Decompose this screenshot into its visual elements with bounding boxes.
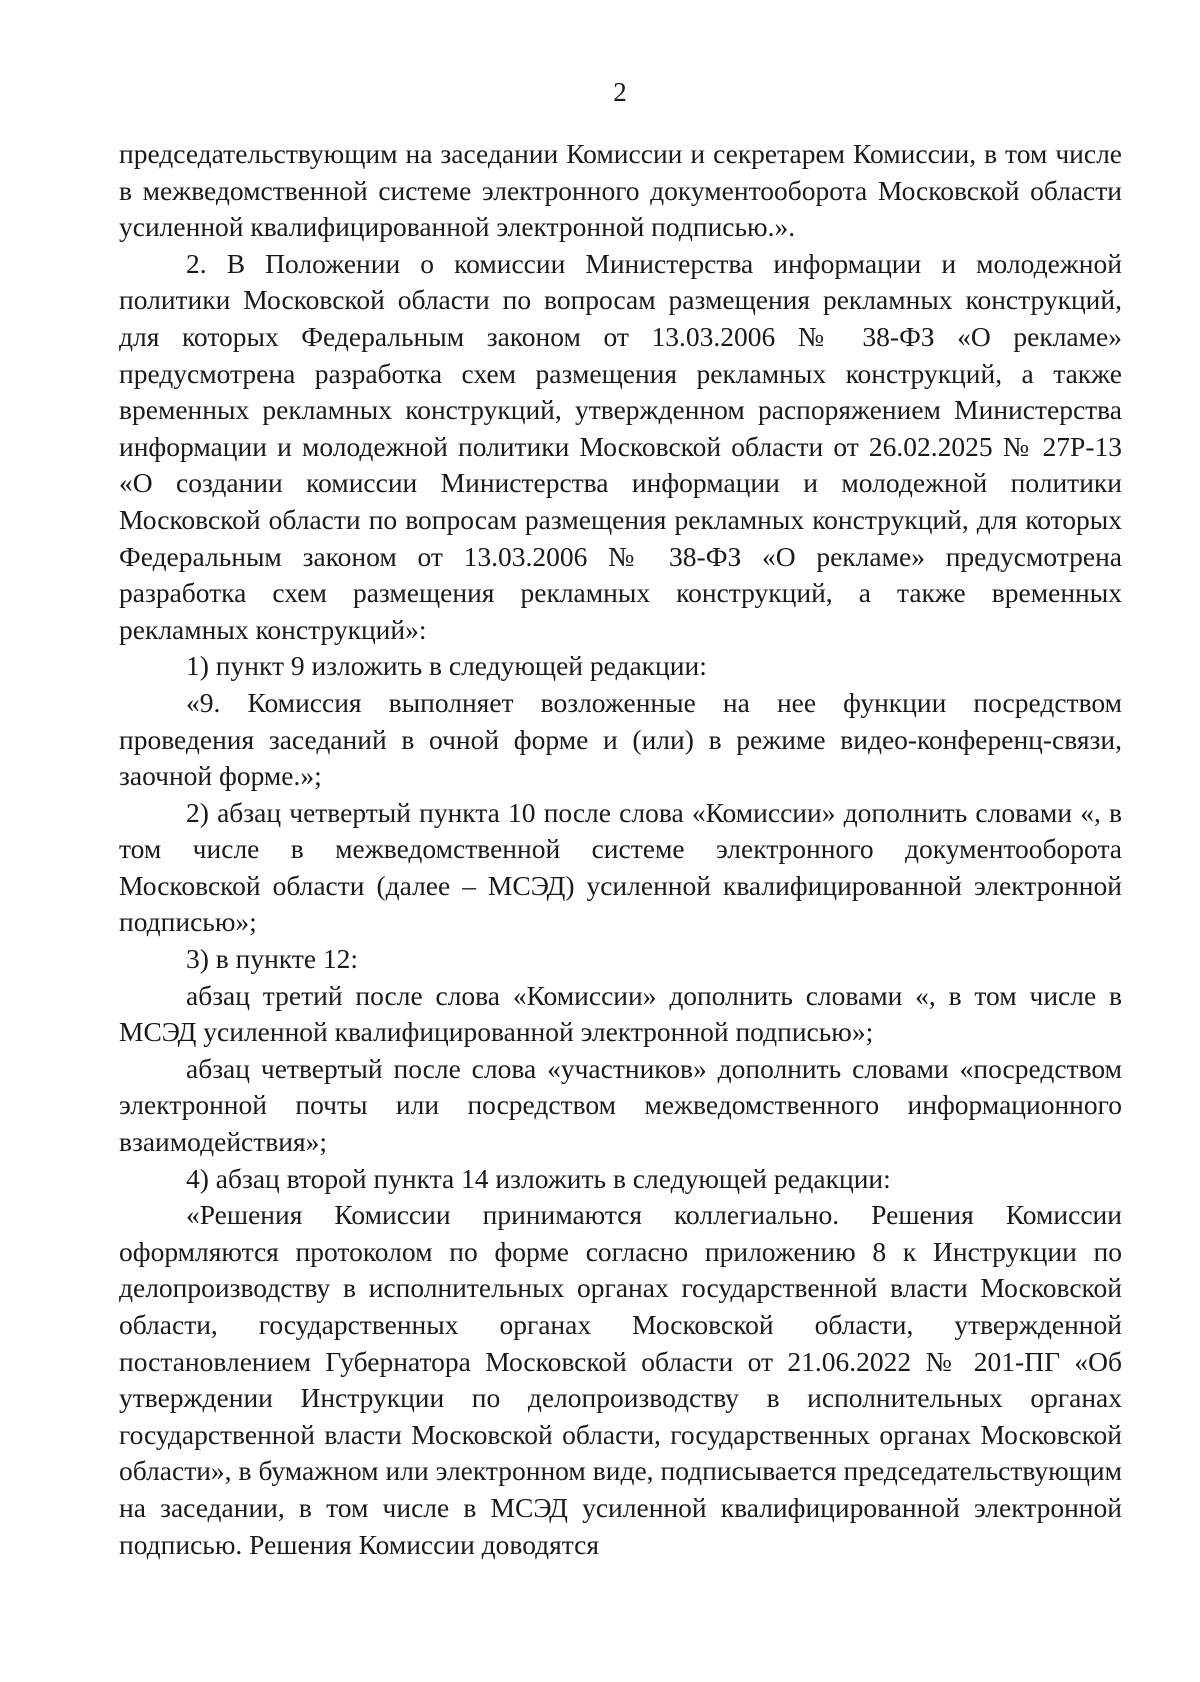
paragraph-subitem-3: 3) в пункте 12: xyxy=(186,943,359,975)
document-body xyxy=(119,136,1122,1563)
paragraph-quote-9: «9. Комиссия выполняет возложенные на нее функции посредством проведения заседаний в очной форме и (или) в режиме видео-конференц-связи, заочной форме.»; xyxy=(119,686,1122,792)
paragraph-quote-decisions: «Решения Комиссии принимаются коллегиально. Решения Комиссии оформляются протоколом по форме согласно приложению 8 к Инструкции по делопроизводству в исполнительных органах государственной власти Московской области, государственных органах Московской области, утвержденной постановлением Губернатора Московской области от 21.06.2022 № 201-ПГ «Об утверждении Инструкции по делопроизводству в исполнительных органах государственной власти Московской области, государственных органах Московской области», в бумажном или электронном виде, подписывается председательствующим на заседании, в том числе в МСЭД усиленной квалифицированной электронной подписью. Решения Комиссии доводятся xyxy=(119,1199,1122,1560)
paragraph-abzac-third: абзац третий после слова «Комиссии» дополнить словами «, в том числе в МСЭД усиленной квалифицированной электронной подписью»; xyxy=(119,979,1122,1048)
paragraph-abzac-fourth: абзац четвертый после слова «участников» дополнить словами «посредством электронной почты или посредством межведомственного информационного взаимодействия»; xyxy=(119,1052,1122,1158)
paragraph-item-2: 2. В Положении о комиссии Министерства информации и молодежной политики Московской области по вопросам размещения рекламных конструкций, для которых Федеральным законом от 13.03.2006 № 38-ФЗ «О рекламе» предусмотрена разработка схем размещения рекламных конструкций, а также временных рекламных конструкций, утвержденном распоряжением Министерства информации и молодежной политики Московской области от 26.02.2025 № 27Р-13 «О создании комиссии Министерства информации и молодежной политики Московской области по вопросам размещения рекламных конструкций, для которых Федеральным законом от 13.03.2006 № 38-ФЗ «О рекламе» предусмотрена разработка схем размещения рекламных конструкций, а также временных рекламных конструкций»: xyxy=(119,247,1122,645)
paragraph-subitem-1: 1) пункт 9 изложить в следующей редакции: xyxy=(186,650,707,682)
paragraph-subitem-2: 2) абзац четвертый пункта 10 после слова «Комиссии» дополнить словами «, в том числе в межведомственной системе электронного документооборота Московской области (далее – МСЭД) усиленной квалифицированной электронной подписью»; xyxy=(119,796,1122,938)
paragraph-continuation: председательствующим на заседании Комиссии и секретарем Комиссии, в том числе в межведомственной системе электронного документооборота Московской области усиленной квалифицированной электронной подписью.». xyxy=(119,138,1122,243)
page-number: 2 xyxy=(613,77,627,107)
paragraph-subitem-4: 4) абзац второй пункта 14 изложить в следующей редакции: xyxy=(186,1162,891,1194)
